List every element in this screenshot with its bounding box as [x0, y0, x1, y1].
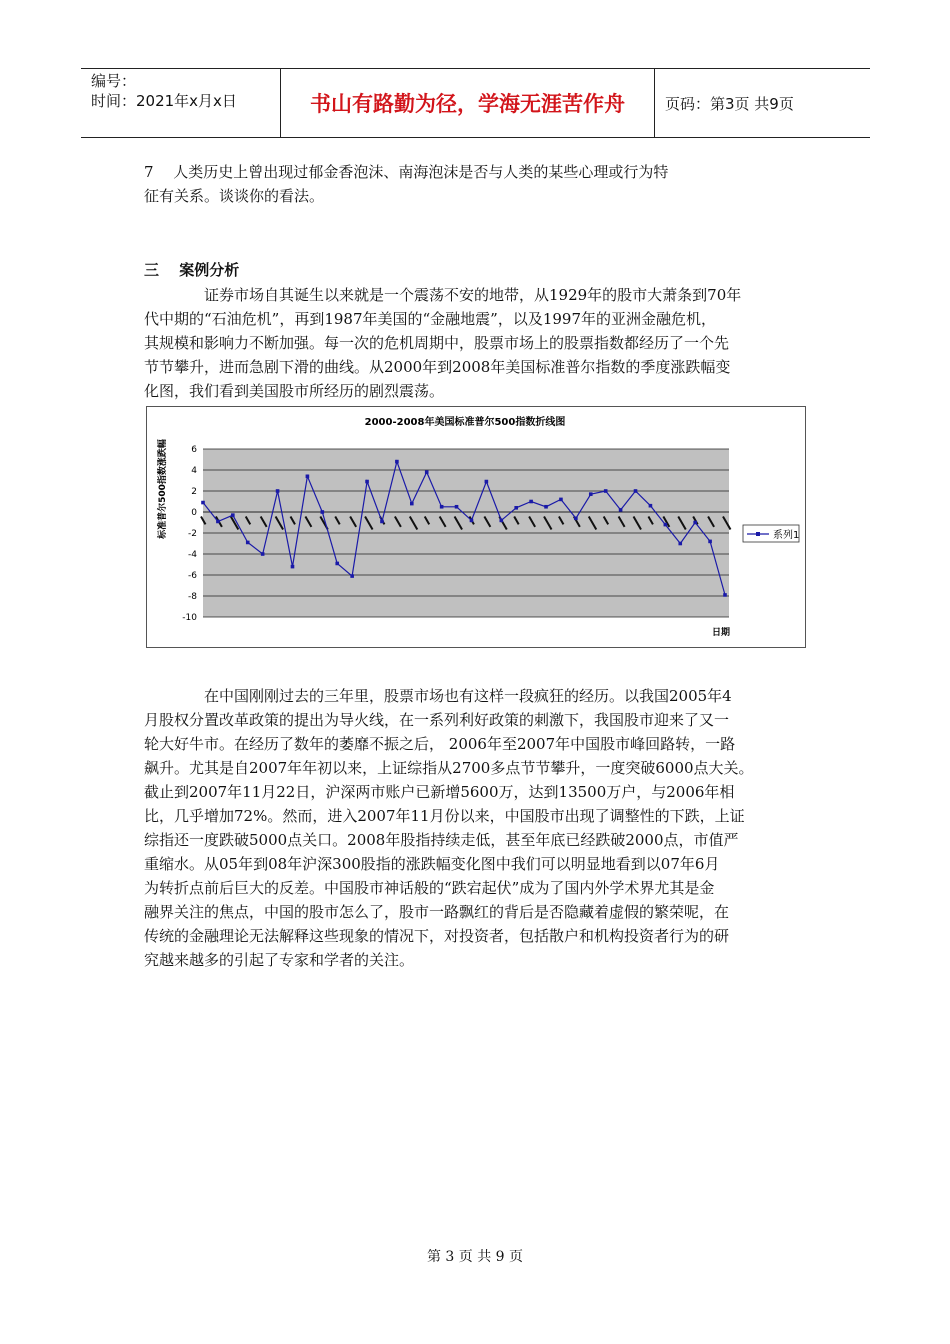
data-point — [440, 505, 444, 509]
paragraph-2-line: 月股权分置改革政策的提出为导火线，在一系列利好政策的刺激下，我国股市迎来了又一 — [144, 711, 730, 729]
paragraph-1 — [144, 283, 804, 403]
paragraph-1-line: 化图，我们看到美国股市所经历的剧烈震荡。 — [144, 382, 445, 400]
document-number-label: 编号： — [91, 72, 137, 90]
y-tick-label: 4 — [191, 466, 197, 476]
y-tick-label: -6 — [188, 571, 197, 581]
data-point — [291, 565, 295, 569]
legend-entry-series-1: 系列1 — [773, 530, 800, 541]
header-motto: 书山有路勤为径，学海无涯苦作舟 — [281, 69, 655, 137]
data-point — [604, 489, 608, 493]
paragraph-2-line: 比，几乎增加72%。然而，进入2007年11月份以来，中国股市出现了调整性的下跌，上证 — [144, 807, 745, 825]
document-date-label: 时间：2021年x月x日 — [91, 92, 237, 110]
y-tick-label: 0 — [191, 508, 197, 518]
paragraph-1-line: 其规模和影响力不断加强。每一次的危机周期中，股票市场上的股票指数都经历了一个先 — [144, 334, 730, 352]
data-point — [529, 500, 533, 504]
sp500-chart — [146, 406, 806, 648]
section-heading: 三 案例分析 — [144, 261, 240, 279]
data-point — [335, 562, 339, 566]
data-point — [306, 475, 310, 479]
header-page-label: 页码：第3页 共9页 — [665, 94, 794, 113]
data-point — [544, 505, 548, 509]
data-point — [589, 492, 593, 496]
data-point — [455, 505, 459, 509]
paragraph-2-line: 飙升。尤其是自2007年年初以来，上证综指从2700多点节节攀升，一度突破6000点大关。 — [144, 759, 754, 777]
paragraph-2-line: 为转折点前后巨大的反差。中国股市神话般的“跌宕起伏”成为了国内外学术界尤其是金 — [144, 879, 715, 897]
paragraph-2-line: 轮大好牛市。在经历了数年的萎靡不振之后， 2006年至2007年中国股市峰回路转，一路 — [144, 735, 736, 753]
data-point — [574, 517, 578, 521]
data-point — [470, 519, 474, 523]
y-tick-labels — [182, 445, 197, 623]
y-tick-label: -8 — [188, 592, 197, 602]
data-point — [485, 480, 489, 484]
data-point — [261, 552, 265, 556]
paragraph-2-line: 截止到2007年11月22日，沪深两市账户已新增5600万，达到13500万户，与2006年相 — [144, 783, 735, 801]
paragraph-2-line: 融界关注的焦点，中国的股市怎么了，股市一路飘红的背后是否隐藏着虚假的繁荣呢，在 — [144, 903, 730, 921]
header-meta — [81, 69, 281, 137]
data-point — [425, 470, 429, 474]
data-point — [619, 508, 623, 512]
paragraph-2-line: 重缩水。从05年到08年沪深300股指的涨跌幅变化图中我们可以明显地看到以07年6月 — [144, 855, 720, 873]
data-point — [365, 480, 369, 484]
data-point — [678, 542, 682, 546]
data-point — [201, 501, 205, 505]
data-point — [231, 513, 235, 517]
data-point — [216, 520, 220, 524]
data-point — [723, 593, 727, 597]
legend-swatch-marker — [756, 532, 760, 536]
data-point — [350, 574, 354, 578]
paragraph-1-line: 节节攀升，进而急剧下滑的曲线。从2000年到2008年美国标准普尔指数的季度涨跌幅变 — [144, 358, 731, 376]
data-point — [693, 521, 697, 525]
page-header — [81, 68, 870, 138]
data-point — [380, 520, 384, 524]
paragraph-1-line: 证券市场自其诞生以来就是一个震荡不安的地带，从1929年的股市大萧条到70年 — [204, 286, 742, 304]
chart-x-axis-label: 日期 — [711, 628, 731, 638]
chart-y-axis-label: 标准普尔500指数涨跌幅 — [158, 439, 168, 539]
data-point — [664, 523, 668, 527]
data-point — [321, 510, 325, 514]
paragraph-2-line: 综指还一度跌破5000点关口。2008年股指持续走低，甚至年底已经跌破2000点，市值严 — [144, 831, 739, 849]
chart-legend — [743, 525, 799, 542]
page-footer: 第 3 页 共 9 页 — [426, 1249, 524, 1265]
y-tick-label: -4 — [188, 550, 197, 560]
data-point — [708, 540, 712, 544]
paragraph-2-line: 传统的金融理论无法解释这些现象的情况下，对投资者，包括散户和机构投资者行为的研 — [144, 927, 730, 945]
paragraph-1-line: 代中期的“石油危机”，再到1987年美国的“金融地震”，以及1997年的亚洲金融危机， — [144, 310, 717, 328]
data-point — [246, 541, 250, 545]
data-point — [499, 519, 503, 523]
data-point — [514, 506, 518, 510]
y-tick-label: 2 — [191, 487, 197, 497]
question-7-line-1: 7 人类历史上曾出现过郁金香泡沫、南海泡沫是否与人类的某些心理或行为特 — [144, 163, 669, 181]
y-tick-label: -2 — [188, 529, 197, 539]
data-point — [276, 489, 280, 493]
chart-svg — [147, 407, 805, 647]
chart-title: 2000-2008年美国标准普尔500指数折线图 — [364, 417, 566, 428]
paragraph-2-line: 在中国刚刚过去的三年里，股票市场也有这样一段疯狂的经历。以我国2005年4 — [204, 687, 732, 705]
data-point — [559, 498, 563, 502]
data-point — [649, 504, 653, 508]
question-7 — [144, 160, 804, 208]
data-point — [410, 502, 414, 506]
paragraph-2 — [144, 684, 804, 972]
data-point — [634, 489, 638, 493]
y-tick-label: -10 — [182, 613, 197, 623]
y-tick-label: 6 — [191, 445, 197, 455]
paragraph-2-line: 究越来越多的引起了专家和学者的关注。 — [144, 951, 415, 969]
question-7-line-2: 征有关系。谈谈你的看法。 — [144, 187, 325, 205]
data-point — [395, 460, 399, 464]
